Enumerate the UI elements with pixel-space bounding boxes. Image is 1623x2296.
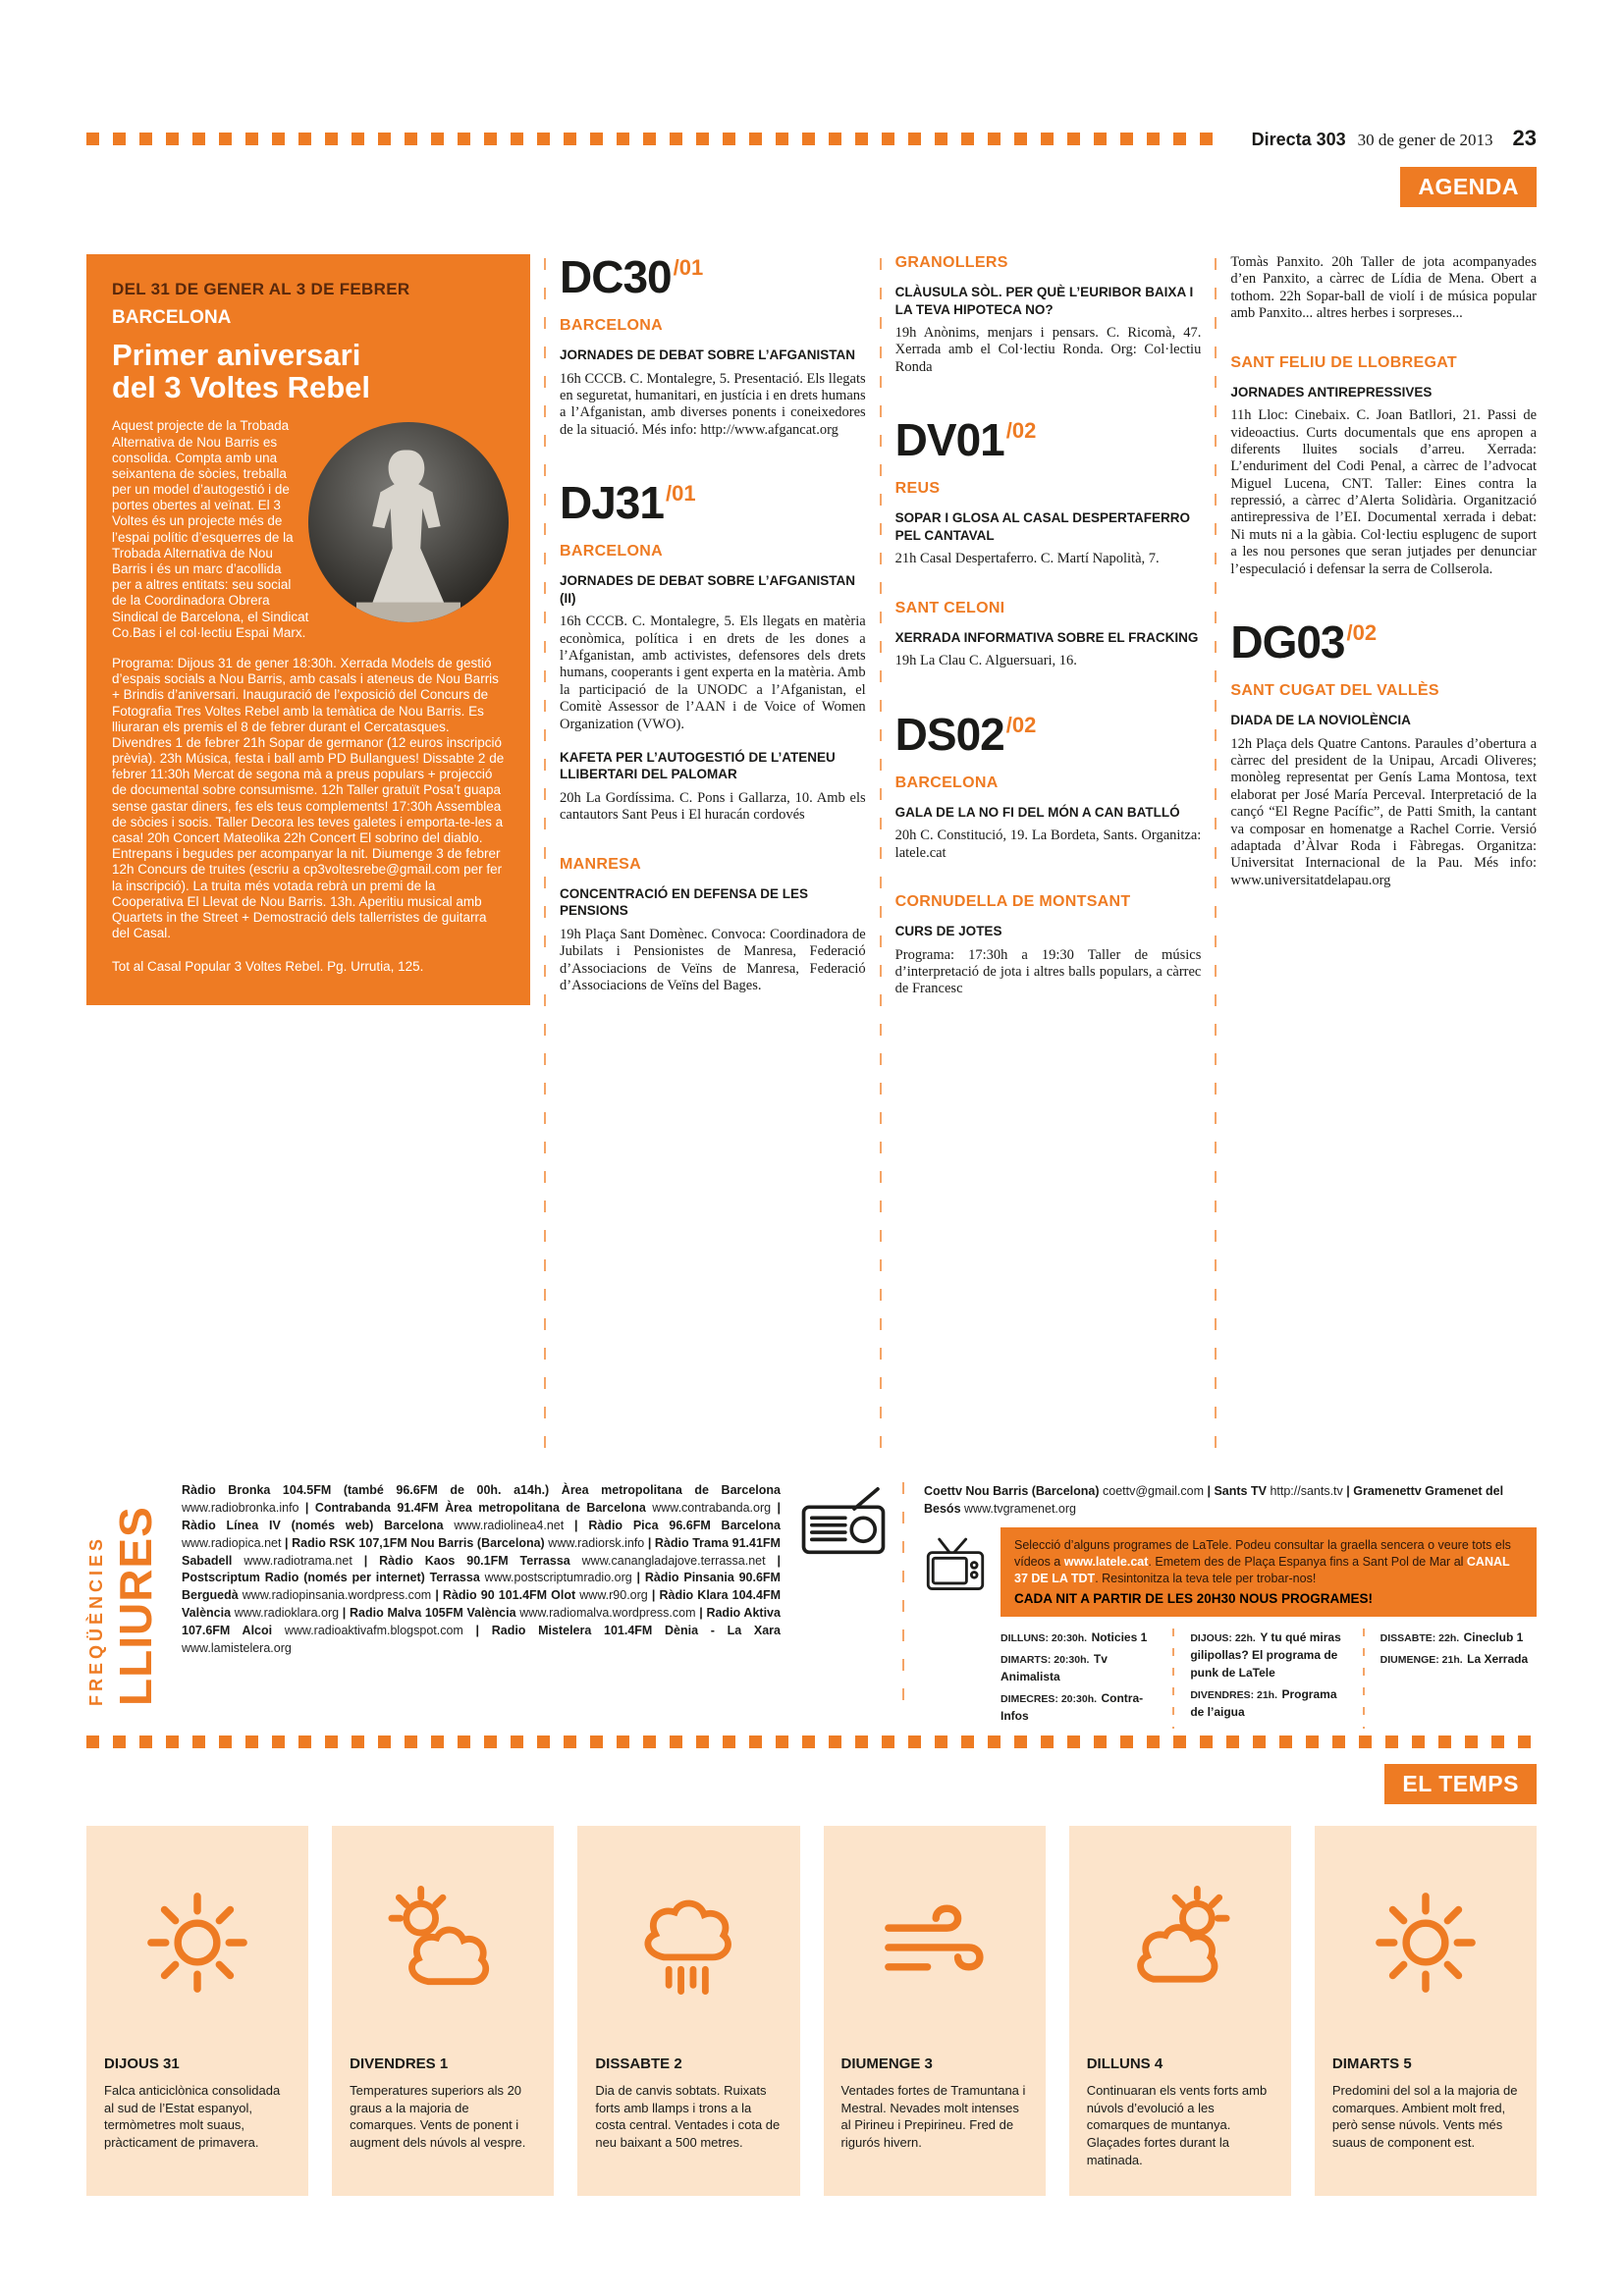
radio-station-name: Ràdio Pica 96.6FM Barcelona [588,1518,781,1532]
event-title: DIADA DE LA NOVIOLÈNCIA [1230,713,1411,728]
city-heading: GRANOLLERS [894,254,1008,271]
schedule-time: DIJOUS: 22h. [1190,1632,1256,1645]
tv-schedule-item [1001,1689,1157,1725]
schedule-time: DIMARTS: 20:30h. [1001,1654,1090,1667]
radio-station-url: www.radiomalva.wordpress.com [519,1606,696,1621]
masthead [86,126,1537,151]
dotted-rule-weather [86,1735,1537,1748]
radio-station-url: www.canangladajove.terrassa.net [581,1553,766,1568]
event-body: 11h Lloc: Cinebaix. C. Joan Batllori, 21. Passi de videoactius. Curts documentals que ens apropen a diferents lluites socials d’arreu. Xerrada: L’enduriment del Codi Penal, a càrrec de l’advocat Miguel Lucena, CNT. Taller: Eines contra la repressió, a càrrec d’Alerta Solidària. Organització antirepressiva de l’EI. Documental xerrada i debat: Ni muts ni a la gàbia. Col·lectiu esplugenc de suport a les nou persones que seran jutjades per denunciar l’especulació i defensar la serra de Collserola. [1230,407,1538,577]
tv-station-url: coettv@gmail.com [1103,1484,1204,1498]
event-title: GALA DE LA NO FI DEL MÓN A CAN BATLLÓ [894,804,1180,820]
radio-station-name: Radio Malva 105FM València [350,1606,516,1621]
event-title: KAFETA PER L’AUTOGESTIÓ DE L’ATENEU LLIBERTARI DEL PALOMAR [560,749,836,782]
event-body: 16h CCCB. C. Montalegre, 5. Presentació. Els llegats en seguretat, humanitari, en justícia i en drets humans a l’Afganistan, amb diverses ponents i coneixedores de la situació. Més info: http://www.afgancat.org [560,370,866,438]
weather-day-title: DIMARTS 5 [1331,2056,1412,2072]
event-body: 16h CCCB. C. Montalegre, 5. Els llegats en matèria econòmica, política i en drets de les dones a l’Afganistan, amb activistes, defensores dels drets humans, cooperants i gent experta en la matèria. Amb la participació de la UNODC a l’Afganistan, el Comitè Assessor de l’AAN i de Voice of Women Organization (VWO). [560,614,866,732]
radio-station-name: Radio Aktiva 107.6FM Alcoi [182,1606,781,1637]
statue-photo [308,422,509,622]
day-heading-dc30 [560,251,866,302]
radio-station-name: Ràdio Bronka 104.5FM (també 96.6FM de 00h. a14h.) Àrea metropolitana de Barcelona [182,1483,781,1497]
radio-station [182,1519,588,1532]
event-body: 19h Anònims, menjars i pensars. C. Ricomà, 47. Xerrada amb el Col·lectiu Ronda. Org: Col·lectiu Ronda [894,325,1202,375]
weather-card-dijous [86,1826,308,2196]
tv-schedule-group [1190,1629,1346,1729]
radio-station-url: www.radioklara.org [234,1606,340,1621]
tv-schedule-item [1001,1650,1157,1685]
schedule-show: Contra-Infos [1001,1691,1144,1724]
schedule-time: DILLUNS: 20:30h. [1001,1632,1088,1645]
agenda-column-3 [1230,254,1537,889]
feature-box [86,254,530,1005]
city-heading: BARCELONA [894,774,999,791]
radio-station-name: Ràdio Pinsania 90.6FM Berguedà [182,1571,781,1603]
schedule-divider [1172,1629,1174,1729]
schedule-show: Cineclub 1 [1463,1630,1524,1645]
day-heading-dg03 [1230,616,1537,668]
frequencies-label-big: LLIURES [110,1506,161,1706]
radio-station-url: www.radiobronka.info [182,1500,299,1515]
feature-city: BARCELONA [112,307,232,328]
feature-footer: Tot al Casal Popular 3 Voltes Rebel. Pg. Urrutia, 125. [112,959,424,975]
feature-title-line2: del 3 Voltes Rebel [112,370,371,405]
schedule-show: Noticies 1 [1091,1630,1148,1645]
sun-icon [1332,1859,1519,2026]
sun-cloud-icon [350,1859,536,2026]
weather-day-text: Continuaran els vents forts amb núvols d’evolució a les comarques de muntanya. Glaçades fortes durant la matinada. [1086,2083,1268,2167]
day-code: DS02 [894,708,1004,760]
latele-cta: CADA NIT A PARTIR DE LES 20H30 NOUS PROGRAMES! [1014,1590,1374,1606]
weather-forecast [86,1826,1537,2196]
radio-station-name: Radio Mistelera 101.4FM Dènia - La Xara [491,1624,781,1637]
frequencies-vertical-label [86,1482,162,1706]
column-divider [1215,258,1217,1457]
free-frequencies-band [86,1482,1537,1724]
event-title: JORNADES DE DEBAT SOBRE L’AFGANISTAN [560,347,856,362]
event-body-continuation: Tomàs Panxito. 20h Taller de jota acompanyades d’en Panxito, a càrrec de Lídia de Mena. Obert a tothom. 22h Sopar-ball de violí i de música popular amb Panxito... altres herbes i sorpreses... [1230,254,1538,322]
schedule-show: Tv Animalista [1001,1652,1108,1684]
masthead-text [1252,126,1537,151]
day-code: DG03 [1230,616,1345,668]
weather-day-text: Ventades fortes de Tramuntana i Mestral. Nevades molt intenses al Pirineu i Prepirineu. Fred de rigurós hivern. [840,2083,1026,2151]
day-heading-ds02 [894,708,1202,760]
tv-schedule-group [1001,1629,1157,1729]
city-heading: MANRESA [560,855,641,873]
radio-icon [798,1484,889,1706]
schedule-show: Programa de l’aigua [1190,1687,1337,1720]
event-title: JORNADES DE DEBAT SOBRE L’AFGANISTAN (II) [560,573,856,606]
day-month-suffix: /02 [1346,620,1378,646]
tv-station [924,1484,1214,1498]
radio-station-name: Ràdio Trama 91.41FM Sabadell [182,1535,781,1568]
tv-station-name: Coettv Nou Barris (Barcelona) [924,1484,1100,1498]
event-title: SOPAR I GLOSA AL CASAL DESPERTAFERRO PEL CANTAVAL [894,510,1190,543]
feature-dates: DEL 31 DE GENER AL 3 DE FEBRER [112,280,410,298]
sun-icon [104,1859,291,2026]
schedule-time: DIMECRES: 20:30h. [1001,1693,1098,1706]
radio-station-name: Ràdio 90 101.4FM Olot [442,1588,576,1603]
radio-station-name: Ràdio Kaos 90.1FM Terrassa [379,1553,570,1568]
weather-card-dimarts [1315,1826,1537,2196]
feature-intro-text: Aquest projecte de la Trobada Alternativa de Nou Barris es consolida. Compta amb una seixantena de sòcies, treballa per un model d’autogestió i de portes obertes al veïnat. El 3 Voltes és un projecte més de l’espai polític d’esquerres de la Trobada Alternativa de Nou Barris i és un marc d’acollida per a altres entitats: seu social de la Coordinadora Obrera Sindical de Barcelona, el Sindicat Co.Bas i el col·lectiu Espai Marx. [112,418,309,640]
city-heading: SANT FELIU DE LLOBREGAT [1230,353,1457,371]
radio-station-url: www.radiopinsania.wordpress.com [242,1588,432,1603]
tv-station-url: www.tvgramenet.org [964,1502,1076,1517]
event-body: 12h Plaça dels Quatre Cantons. Paraules d’obertura a càrrec del president de la Unipau, Arcadi Oliveres; monòleg representat per Genís Lama Montosa, text elaborat per José María Perceval. Interpretació de la cançó “El Regne Pacífic”, de Patti Smith, la cantant va composar en homenatge a Rachel Corrie. Versió adaptada d’Àlvar Roda i Fàbregas. Organitza: Universitat Internacional de la Pau. Més info: www.universitatdelapau.org [1230,735,1538,888]
day-code: DV01 [894,414,1004,466]
day-month-suffix: /01 [665,481,696,507]
latele-promo-box [1001,1527,1537,1617]
city-heading: BARCELONA [560,317,663,334]
city-heading: SANT CELONI [894,599,1005,616]
latele-url: www.latele.cat [1063,1555,1149,1570]
feature-intro [112,418,505,641]
radio-station-name: Ràdio Klara 104.4FM València [182,1588,781,1621]
event-body: 21h Casal Despertaferro. C. Martí Napolità, 7. [894,551,1160,567]
tv-schedule-item [1001,1629,1157,1646]
day-month-suffix: /02 [1005,418,1037,444]
tv-schedule-item [1380,1650,1537,1668]
event-body: 20h La Gordíssima. C. Pons i Gallarza, 10. Amb els cantautors Sant Peus i El huracán cordovés [560,790,866,824]
day-heading-dj31 [560,477,866,529]
radio-station-url: www.postscriptumradio.org [484,1571,632,1585]
event-title: CURS DE JOTES [894,924,1002,939]
radio-station-url: www.radiorsk.info [548,1535,645,1550]
day-heading-dv01 [894,414,1202,466]
day-month-suffix: /02 [1005,712,1037,737]
feature-program: Programa: Dijous 31 de gener 18:30h. Xerrada Models de gestió d’espais socials a Nou Barris, amb casals i ateneus de Nou Barris + Brindis d’aniversari. Inauguració de l’exposició del Concurs de Fotografia Tres Voltes Rebel amb la temàtica de Nou Barris. Es lliuraran els premis el 8 de febrer durant el Cercatasques. Divendres 1 de febrer 21h Sopar de germanor (12 euros inscripció prèvia). 23h Música, festa i ball amb PD Bullangues! Dissabte 2 de febrer 11:30h Mercat de segona mà a preus populars + projecció de documental sobre consumisme. 12h Taller gratuït Posa’t guapa sense gastar diners, fes els teus complements! 17:30h Assemblea de sòcies i socis. Taller Decora les teves galetes i emporta-te-les a casa! 20h Concert Mateolika 22h Concert El sobrino del diablo. Entrepans i begudes per acompanyar la nit. Diumenge 3 de febrer 12h Concurs de truites (escriu a cp3voltesrebe@gmail.com per fer la inscripció). La truita més votada rebrà un premi de la Cooperativa El Llevat de Nou Barris. 13h. Aperitiu musical amb Quartets in the Street + Demostració dels tallerristes de guitarra del Casal. [112,655,505,941]
section-header-agenda: AGENDA [1400,167,1537,207]
feature-title-line1: Primer aniversari [112,338,361,372]
radio-station [315,1501,781,1515]
feature-title [112,339,505,403]
radio-station-url: www.radiopica.net [182,1535,282,1550]
latele-text: . Emetem des de Plaça Espanya fins a Sant Pol de Mar al [1148,1555,1467,1570]
schedule-show: Y tu qué miras gilipollas? El programa de punk de LaTele [1190,1630,1341,1681]
tv-icon [924,1527,987,1597]
schedule-divider [1363,1629,1365,1729]
weather-day-title: DISSABTE 2 [595,2056,682,2072]
city-heading: CORNUDELLA DE MONTSANT [894,893,1131,911]
tv-station [1214,1484,1353,1498]
radio-station [292,1536,655,1550]
weather-day-text: Predomini del sol a la majoria de comarques. Ambient molt fred, però sense núvols. Vents més suaus de component est. [1331,2083,1518,2151]
tv-schedule-group [1380,1629,1537,1729]
tv-station-name: Sants TV [1214,1484,1267,1498]
event-body: 19h La Clau C. Alguersuari, 16. [894,653,1077,669]
radio-station-url: www.contrabanda.org [652,1500,772,1515]
radio-station-url: www.lamistelera.org [182,1640,292,1655]
tv-station-name: Gramenettv Gramenet del Besós [924,1484,1504,1517]
rain-cloud-icon [595,1859,782,2026]
schedule-show: La Xerrada [1467,1652,1529,1667]
weather-card-diumenge [824,1826,1046,2196]
column-divider [544,258,546,1457]
schedule-time: DIVENDRES: 21h. [1190,1689,1278,1702]
publication-title: Directa 303 [1251,130,1346,149]
radio-station-url: www.r90.org [579,1588,648,1603]
section-header-el-temps: EL TEMPS [1384,1764,1537,1804]
weather-day-text: Dia de canvis sobtats. Ruixats forts amb llamps i trons a la costa central. Ventades i cota de neu baixant a 500 metres. [595,2083,781,2151]
agenda-section [86,251,1538,1457]
weather-day-title: DIVENDRES 1 [350,2056,449,2072]
event-title: CONCENTRACIÓ EN DEFENSA DE LES PENSIONS [560,885,809,919]
weather-day-title: DILLUNS 4 [1086,2056,1163,2072]
band-divider [902,1482,904,1706]
free-tv-area [924,1482,1537,1724]
event-body: 20h C. Constitució, 19. La Bordeta, Sants. Organitza: latele.cat [894,828,1202,861]
weather-card-divendres [332,1826,554,2196]
schedule-time: DIUMENGE: 21h. [1380,1654,1463,1667]
event-body: Programa: 17:30h a 19:30 Taller de músics d’interpretació de jota i altres balls populars, a càrrec de Francesc [894,946,1202,997]
event-title: CLÀUSULA SÒL. PER QUÈ L’EURIBOR BAIXA I LA TEVA HIPOTECA NO? [894,285,1194,317]
weather-card-dilluns [1069,1826,1291,2196]
day-month-suffix: /01 [673,255,704,280]
tv-schedule-item [1190,1685,1346,1721]
day-code: DC30 [560,251,672,302]
sun-cloud-icon [1087,1859,1273,2026]
latele-text: Selecció d’alguns programes de LaTele. Podeu consultar la graella sencera o veure tots els vídeos a [1014,1538,1511,1570]
event-body: 19h Plaça Sant Domènec. Convoca: Coordinadora de Jubilats i Pensionistes de Manresa, Federació d’Associacions de Veïns de Manresa, Federació d’Associacions de Veïns del Bages. [560,926,866,994]
radio-station [443,1588,660,1602]
radio-station-name: Radio RSK 107,1FM Nou Barris (Barcelona) [292,1535,545,1550]
radio-station-name: Contrabanda 91.4FM Àrea metropolitana de Barcelona [314,1500,646,1515]
radio-station-url: www.radiolinea4.net [454,1518,565,1532]
tv-station-url: http://sants.tv [1270,1484,1343,1498]
city-heading: REUS [894,480,941,498]
schedule-time: DISSABTE: 22h. [1380,1632,1460,1645]
tv-schedule-item [1190,1629,1346,1682]
column-divider [880,258,882,1457]
radio-station-url: www.radioaktivafm.blogspot.com [284,1624,463,1637]
weather-day-text: Temperatures superiors als 20 graus a la majoria de comarques. Vents de ponent i augment dels núvols al vespre. [350,2083,526,2151]
page-number: 23 [1512,126,1537,150]
radio-station-name: Postscriptum Radio (només per internet) Terrassa [182,1571,480,1585]
agenda-column-1 [560,251,866,994]
tv-schedule-item [1380,1629,1537,1646]
weather-day-text: Falca anticiclònica consolidada al sud de l’Estat espanyol, termòmetres molt suaus, pràcticament de primavera. [104,2083,281,2151]
day-code: DJ31 [560,477,664,529]
radio-station [379,1554,781,1568]
frequencies-label-small: FREQÜÈNCIES [86,1534,106,1706]
tv-stations-list [924,1482,1537,1518]
radio-station-url: www.radiotrama.net [243,1553,352,1568]
radio-station-name: Ràdio Línea IV (només web) Barcelona [182,1518,444,1532]
dotted-rule-top [86,133,1222,145]
city-heading: BARCELONA [560,543,663,561]
radio-stations-list [182,1482,781,1706]
radio-station [350,1606,706,1620]
weather-card-dissabte [577,1826,799,2196]
wind-icon [841,1859,1028,2026]
tv-schedule [1001,1629,1537,1729]
issue-date: 30 de gener de 2013 [1357,131,1493,149]
weather-day-title: DIUMENGE 3 [840,2056,933,2072]
latele-channel: CANAL 37 DE LA TDT [1014,1555,1510,1585]
event-title: JORNADES ANTIREPRESSIVES [1230,384,1433,400]
event-title: XERRADA INFORMATIVA SOBRE EL FRACKING [894,629,1199,645]
weather-day-title: DIJOUS 31 [104,2056,180,2072]
agenda-column-2 [895,254,1202,998]
latele-text: . Resintonitza la teva tele per trobar-nos! [1095,1572,1317,1585]
city-heading: SANT CUGAT DEL VALLÈS [1230,682,1439,700]
radio-station [182,1571,645,1584]
